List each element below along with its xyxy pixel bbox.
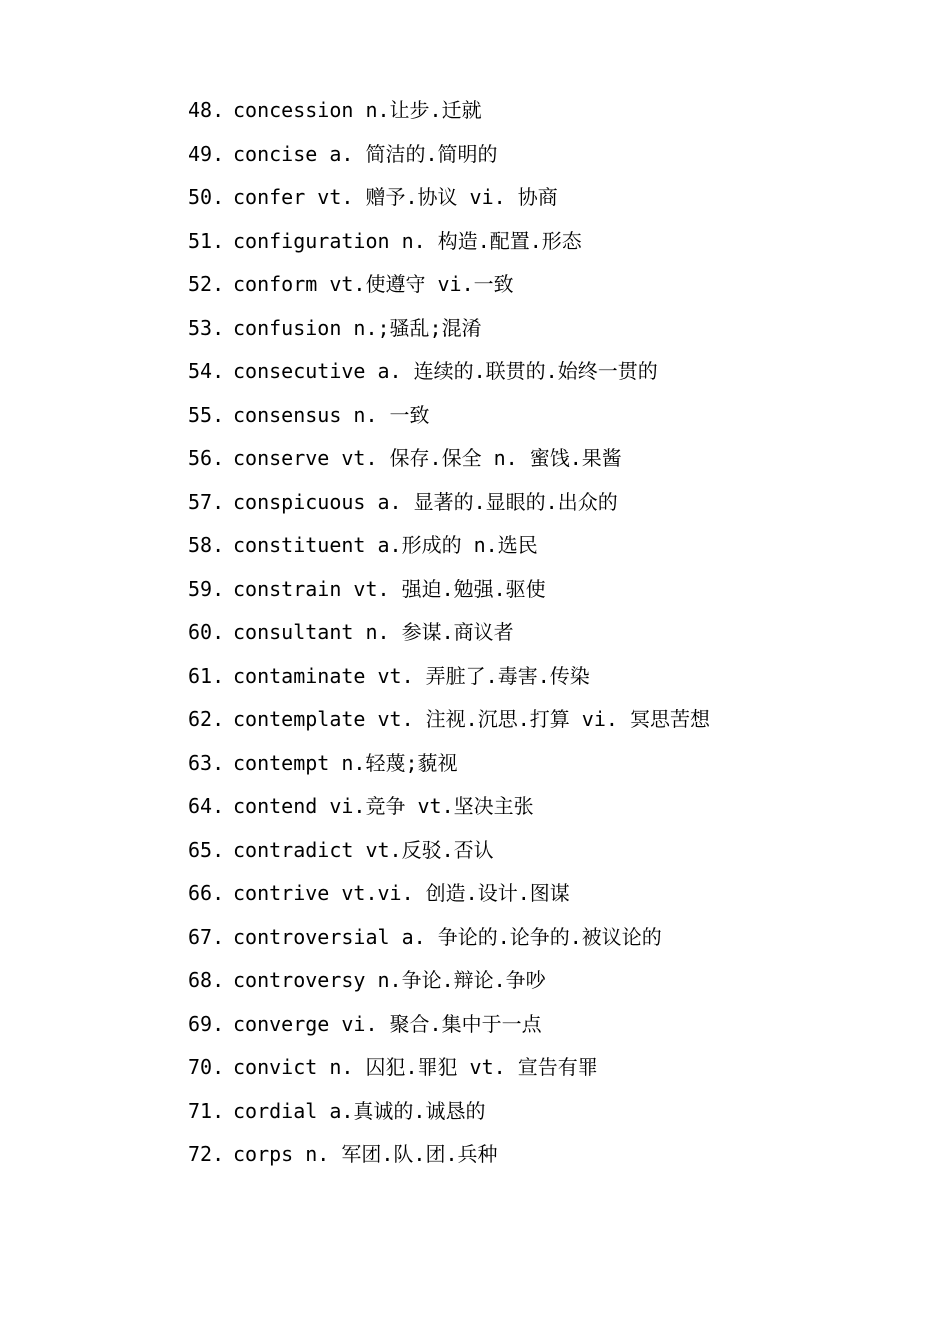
entry-text: contrive vt.vi. 创造.设计.图谋 xyxy=(233,881,570,905)
vocabulary-entry xyxy=(188,655,888,699)
entry-number: 53. xyxy=(188,315,225,340)
entry-text: contaminate vt. 弄脏了.毒害.传染 xyxy=(233,663,590,688)
vocabulary-entry xyxy=(188,1003,888,1047)
entry-text: converge vi. 聚合.集中于一点 xyxy=(233,1011,542,1036)
entry-text: confer vt. 赠予.协议 vi. 协商 xyxy=(233,185,558,209)
entry-number: 48. xyxy=(188,98,225,122)
entry-text: contend vi.竞争 vt.坚决主张 xyxy=(233,794,534,818)
entry-number: 61. xyxy=(188,663,225,688)
entry-text: constituent a.形成的 n.选民 xyxy=(233,533,538,557)
entry-number: 67. xyxy=(188,924,225,949)
vocabulary-entry xyxy=(188,959,888,1003)
vocabulary-entry xyxy=(188,437,888,481)
entry-number: 49. xyxy=(188,141,225,166)
vocabulary-entry xyxy=(188,1133,888,1177)
entry-text: conspicuous a. 显著的.显眼的.出众的 xyxy=(233,489,618,514)
vocabulary-entry xyxy=(188,176,888,220)
entry-number: 54. xyxy=(188,359,225,383)
vocabulary-entry xyxy=(188,307,888,351)
vocabulary-entry xyxy=(188,742,888,786)
entry-number: 64. xyxy=(188,794,225,818)
entry-text: concise a. 简洁的.简明的 xyxy=(233,141,498,166)
entry-number: 50. xyxy=(188,185,225,209)
entry-number: 70. xyxy=(188,1055,225,1079)
entry-text: concession n.让步.迁就 xyxy=(233,98,482,122)
entry-text: conserve vt. 保存.保全 n. 蜜饯.果酱 xyxy=(233,446,622,470)
vocabulary-entry xyxy=(188,524,888,568)
entry-number: 72. xyxy=(188,1142,225,1166)
vocabulary-entry xyxy=(188,1046,888,1090)
vocabulary-list xyxy=(188,89,888,1177)
entry-text: contradict vt.反驳.否认 xyxy=(233,837,494,862)
entry-number: 58. xyxy=(188,533,225,557)
entry-text: consensus n. 一致 xyxy=(233,402,430,427)
entry-number: 56. xyxy=(188,446,225,470)
entry-number: 52. xyxy=(188,272,225,296)
entry-text: conform vt.使遵守 vi.一致 xyxy=(233,272,514,296)
vocabulary-entry xyxy=(188,829,888,873)
entry-text: contemplate vt. 注视.沉思.打算 vi. 冥思苦想 xyxy=(233,707,710,731)
entry-text: controversy n.争论.辩论.争吵 xyxy=(233,968,546,992)
entry-text: configuration n. 构造.配置.形态 xyxy=(233,228,582,253)
entry-text: controversial a. 争论的.论争的.被议论的 xyxy=(233,924,662,949)
vocabulary-entry xyxy=(188,394,888,438)
vocabulary-entry xyxy=(188,350,888,394)
entry-number: 65. xyxy=(188,837,225,862)
entry-text: consecutive a. 连续的.联贯的.始终一贯的 xyxy=(233,359,658,383)
vocabulary-entry xyxy=(188,220,888,264)
vocabulary-entry xyxy=(188,89,888,133)
entry-text: convict n. 囚犯.罪犯 vt. 宣告有罪 xyxy=(233,1055,598,1079)
entry-number: 51. xyxy=(188,228,225,253)
entry-number: 68. xyxy=(188,968,225,992)
entry-number: 71. xyxy=(188,1098,225,1123)
vocabulary-entry xyxy=(188,133,888,177)
entry-text: cordial a.真诚的.诚恳的 xyxy=(233,1098,486,1123)
vocabulary-entry xyxy=(188,568,888,612)
vocabulary-entry xyxy=(188,698,888,742)
entry-text: constrain vt. 强迫.勉强.驱使 xyxy=(233,576,546,601)
entry-number: 69. xyxy=(188,1011,225,1036)
entry-number: 57. xyxy=(188,489,225,514)
entry-text: consultant n. 参谋.商议者 xyxy=(233,620,514,644)
vocabulary-entry xyxy=(188,611,888,655)
vocabulary-entry xyxy=(188,1090,888,1134)
vocabulary-entry xyxy=(188,872,888,916)
entry-text: corps n. 军团.队.团.兵种 xyxy=(233,1142,498,1166)
vocabulary-entry xyxy=(188,263,888,307)
entry-number: 63. xyxy=(188,750,225,775)
entry-number: 59. xyxy=(188,576,225,601)
entry-text: contempt n.轻蔑;藐视 xyxy=(233,750,458,775)
vocabulary-entry xyxy=(188,785,888,829)
entry-number: 66. xyxy=(188,881,225,905)
entry-number: 62. xyxy=(188,707,225,731)
vocabulary-entry xyxy=(188,916,888,960)
vocabulary-entry xyxy=(188,481,888,525)
entry-number: 55. xyxy=(188,402,225,427)
entry-text: confusion n.;骚乱;混淆 xyxy=(233,315,482,340)
entry-number: 60. xyxy=(188,620,225,644)
